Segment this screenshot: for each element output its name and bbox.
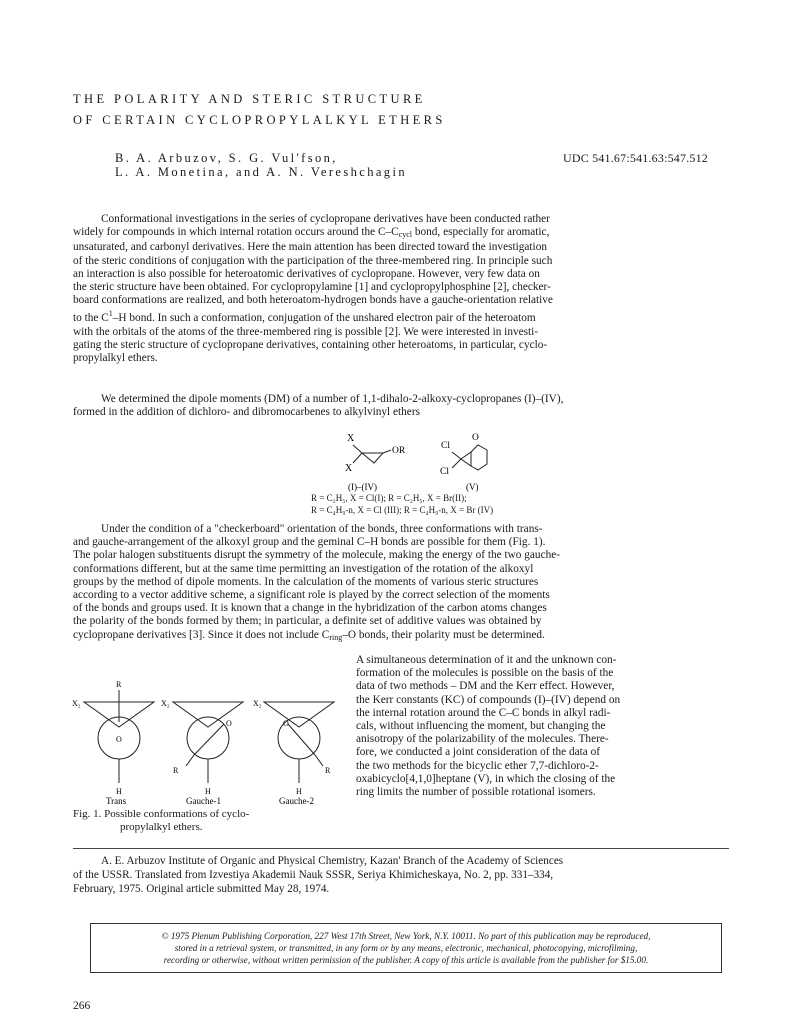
text-line: ring limits the number of possible rotational isomers. (356, 786, 596, 799)
page-number: 266 (73, 1000, 91, 1012)
figure-1-caption (73, 808, 353, 834)
label-r: R (116, 680, 122, 689)
text-line: gating the steric structure of cyclopropane derivatives, containing other heteroatoms, in particular, cyclo- (73, 338, 548, 351)
text-line: an interaction is also possible for heteroatomic derivatives of cyclopropane. However, very few data on (73, 267, 540, 280)
label-v: (V) (466, 482, 479, 492)
text-line: propylalkyl ethers. (73, 352, 158, 365)
text-line: data of two methods – DM and the Kerr effect. However, (356, 680, 615, 693)
text-line: cals, without influencing the moment, but changing the (356, 720, 606, 733)
label-o: O (226, 719, 232, 728)
text-line: Conformational investigations in the series of cyclopropane derivatives have been conducted rather (101, 213, 550, 225)
author-line-2: L. A. Monetina, and A. N. Vereshchagin (115, 165, 407, 179)
text-line: the Kerr constants (KC) of compounds (I)–(IV) depend on (356, 693, 621, 706)
text-line: anisotropy of the polarizability of the molecules. There- (356, 733, 609, 746)
text-line: formed in the addition of dichloro- and dibromocarbenes to alkylvinyl ethers (73, 406, 420, 419)
affiliation-footnote (73, 854, 729, 896)
label-gauche-2: Gauche-2 (279, 796, 314, 806)
text-line: the steric structure have been obtained. For cyclopropylamine [1] and cyclopropylphosphine [2], checker- (73, 281, 551, 294)
caption-line-1: Fig. 1. Possible conformations of cyclo- (73, 808, 250, 820)
text-line: cyclopropane derivatives [3]. Since it does not include $C_{ring}-O$ bonds, their polarity must be determined. (73, 628, 545, 642)
text-line: board conformations are realized, and both heteroatom-hydrogen bonds have a gauche-orientation relative (73, 294, 553, 307)
copyright-notice (90, 923, 722, 973)
label-i-iv: (I)–(IV) (348, 482, 377, 492)
label-r: R (325, 766, 331, 775)
label-x2: X₂ (72, 699, 81, 708)
label-o: O (116, 735, 122, 744)
conformation-gauche-1 (161, 699, 243, 806)
text-line: oxabicyclo[4,1,0]heptane (V), in which the closing of the (356, 772, 616, 785)
label-x2: X₂ (161, 699, 170, 708)
label-x2: X₂ (253, 699, 262, 708)
title-line-1: THE POLARITY AND STERIC STRUCTURE (73, 92, 426, 106)
label-h: H (116, 787, 122, 796)
text-line: of the steric conditions of conjugation with the participation of the three-membered ring. In principle such (73, 254, 553, 267)
structure-i-iv (345, 433, 406, 474)
title-line-2: OF CERTAIN CYCLOPROPYLALKYL ETHERS (73, 113, 446, 127)
text-line: unsaturated, and carbonyl derivatives. Here the main attention has been directed toward the investigation (73, 241, 547, 254)
checkerboard-paragraph (73, 523, 729, 644)
atom-o: O (472, 433, 479, 443)
text-line: fore, we conducted a joint consideration of the data of (356, 746, 601, 759)
copyright-line: recording or otherwise, without written permission of the publisher. A copy of this article is available from the publisher for $15.00. (163, 955, 649, 965)
dm-paragraph (73, 393, 729, 419)
footnote-rule (73, 848, 729, 849)
udc-code: UDC 541.67:541.63:547.512 (563, 151, 709, 165)
author-line-1: B. A. Arbuzov, S. G. Vul'fson, (115, 151, 338, 165)
text-line: The polar halogen substituents disrupt the symmetry of the molecule, making the energy of the two gauche- (73, 549, 561, 562)
intro-paragraph (73, 213, 729, 365)
copyright-line: stored in a retrieval system, or transmitted, in any form or by any means, electronic, mechanical, photocopying, microfilming, (174, 943, 638, 953)
text-line: of the bonds and groups used. It is known that a change in the hybridization of the carbon atoms changes (73, 602, 547, 615)
conformation-trans (72, 680, 154, 806)
label-r: R (173, 766, 179, 775)
text-line: the internal rotation around the C–C bonds in alkyl radi- (356, 706, 611, 719)
text-line: formation of the molecules is possible on the basis of the (356, 667, 614, 680)
atom-x-top: X (347, 433, 355, 444)
text-line: A. E. Arbuzov Institute of Organic and Physical Chemistry, Kazan' Branch of the Academy of Sciences (101, 855, 564, 867)
label-gauche-1: Gauche-1 (186, 796, 221, 806)
text-line: Under the condition of a "checkerboard" orientation of the bonds, three conformations with trans- (101, 523, 543, 535)
figure-1 (70, 672, 350, 824)
right-column-text (356, 654, 729, 799)
text-line: to the $C^1-H$ bond. In such a conformation, conjugation of the unshared electron pair of the heteroatom (73, 309, 536, 325)
atom-or: OR (392, 446, 406, 456)
caption-line-2: propylalkyl ethers. (120, 821, 203, 833)
text-line: the polarity of the bonds formed by them; in particular, a definite set of additive values was obtained by (73, 615, 542, 628)
text-line: groups by the method of dipole moments. In the calculation of the moments of various steric structures (73, 575, 539, 588)
text-line: February, 1975. Original article submitted May 28, 1974. (73, 883, 330, 895)
text-line: and gauche-arrangement of the alkoxyl group and the geminal C–H bonds are possible for them (Fig. 1). (73, 536, 546, 549)
formula-legend-1: R = C₂H₅, X = Cl(I); R = C₂H₅, X = Br(II); (311, 493, 467, 503)
label-h: H (296, 787, 302, 796)
text-line: conformations different, but at the same time permitting an investigation of the rotation of the alkoxyl (73, 562, 534, 575)
text-line: We determined the dipole moments (DM) of a number of 1,1-dihalo-2-alkoxy-cyclopropanes (I)–(IV), (101, 393, 564, 405)
atom-cl-bottom: Cl (440, 467, 449, 477)
text-line: the two methods for the bicyclic ether 7,7-dichloro-2- (356, 759, 599, 772)
text-line: with the orbitals of the atoms of the three-membered ring is possible [2]. We were interested in investi- (73, 325, 539, 338)
structure-v (440, 433, 487, 477)
atom-x-bottom: X (345, 463, 353, 474)
text-line: A simultaneous determination of it and the unknown con- (356, 654, 617, 666)
label-h: H (205, 787, 211, 796)
atom-cl-top: Cl (441, 441, 450, 451)
text-line: according to a vector additive scheme, a significant role is played by the correct selection of the moments (73, 589, 550, 602)
copyright-line: © 1975 Plenum Publishing Corporation, 227 West 17th Street, New York, N.Y. 10011. No part of this publication may be reproduced, (161, 931, 651, 941)
text-line: widely for compounds in which internal rotation occurs around the $C-C_{cycl}$ bond, especially for aromatic, (73, 226, 550, 240)
label-o: O (283, 719, 289, 728)
label-trans: Trans (106, 796, 127, 806)
conformation-gauche-2 (253, 699, 334, 806)
formula-legend-2: R = C₄H₉-n, X = Cl (III); R = C₄H₉-n, X = Br (IV) (311, 505, 494, 515)
text-line: of the USSR. Translated from Izvestiya Akademii Nauk SSSR, Seriya Khimicheskaya, No. 2, pp. 331–334, (73, 869, 554, 881)
